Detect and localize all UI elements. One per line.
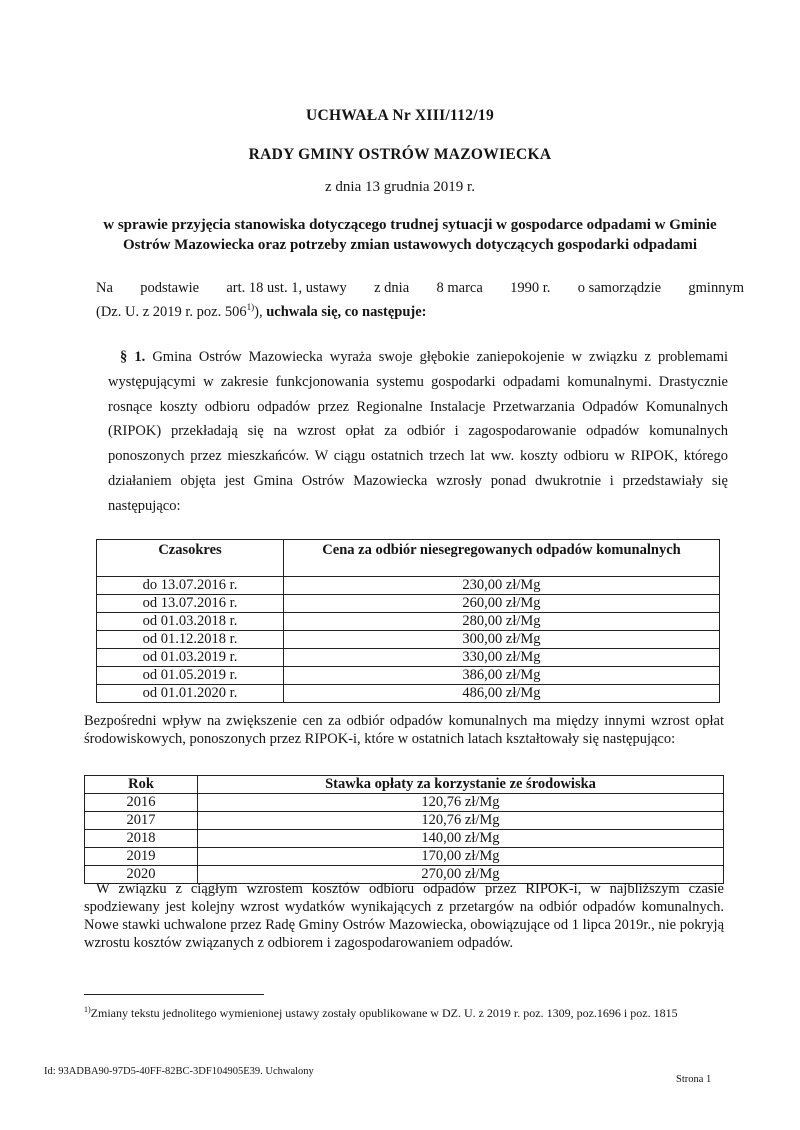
resolution-subject: w sprawie przyjęcia stanowiska dotyczącego trudnej sytuacji w gospodarce odpadami w Gminie Ostrów Mazowiecka oraz potrzeby zmian ustawowych dotyczących gospodarki odpadami (103, 217, 717, 253)
footnote (84, 1002, 724, 1021)
basis-word: Na (96, 280, 113, 296)
year-cell: 2017 (85, 812, 198, 830)
footnote-text: Zmiany tekstu jednolitego wymienionej ustawy zostały opublikowane w DZ. U. z 2019 r. poz. 1309, poz.1696 i poz. 1815 (90, 1006, 678, 1020)
table-row (85, 794, 724, 812)
footnote-marker: 1) (84, 1005, 91, 1014)
legal-basis-line1 (96, 280, 744, 297)
cost-growth-text: W związku z ciągłym wzrostem kosztów odbioru odpadów przez RIPOK-i, w najbliższym czasie spodziewany jest kolejny wzrost wydatków wynikających z przetargów na odbiór odpadów komunalnych. Nowe stawki uchwalone przez Radę Gminy Ostrów Mazowiecka, obowiązujące od 1 lipca 2019r., nie pokryją wzrostu kosztów związanych z odbiorem i zagospodarowaniem odpadów. (84, 881, 724, 951)
environmental-fees-paragraph: Bezpośredni wpływ na zwiększenie cen za odbiór odpadów komunalnych ma między innymi wzrost opłat środowiskowych, ponoszonych przez RIPOK-i, które w ostatnich latach kształtowały się następująco: (84, 713, 724, 747)
period-cell: od 01.05.2019 r. (97, 667, 284, 685)
basis-word: gminnym (688, 280, 744, 296)
table-header-fee: Stawka opłaty za korzystanie ze środowiska (198, 776, 724, 794)
year-cell: 2018 (85, 830, 198, 848)
period-cell: od 01.01.2020 r. (97, 685, 284, 703)
fee-cell: 170,00 zł/Mg (198, 848, 724, 866)
table-header-period: Czasokres (97, 540, 284, 577)
legal-basis-line2 (96, 302, 744, 321)
section-marker: § 1. (120, 349, 146, 365)
period-cell: od 01.03.2018 r. (97, 613, 284, 631)
resolution-number: UCHWAŁA Nr XIII/112/19 (305, 107, 495, 124)
table-row (85, 848, 724, 866)
year-cell: 2019 (85, 848, 198, 866)
price-cell: 280,00 zł/Mg (284, 613, 720, 631)
period-cell: od 01.12.2018 r. (97, 631, 284, 649)
fee-cell: 120,76 zł/Mg (198, 794, 724, 812)
year-cell: 2020 (85, 866, 198, 884)
price-cell: 486,00 zł/Mg (284, 685, 720, 703)
price-cell: 260,00 zł/Mg (284, 595, 720, 613)
page-number: Strona 1 (676, 1074, 712, 1085)
basis-word: 8 marca (436, 280, 483, 296)
basis-word: podstawie (140, 280, 200, 296)
section-1-paragraph (108, 345, 728, 519)
document-id: Id: 93ADBA90-97D5-40FF-82BC-3DF104905E39. Uchwalony (44, 1066, 314, 1077)
footnote-separator (84, 994, 264, 995)
environmental-fee-table (84, 775, 724, 884)
enacting-clause: uchwala się, co następuje: (266, 303, 427, 320)
basis-word: art. 18 ust. 1, ustawy (226, 280, 347, 296)
table-row (97, 631, 720, 649)
year-cell: 2016 (85, 794, 198, 812)
table-row (97, 667, 720, 685)
fee-cell: 120,76 zł/Mg (198, 812, 724, 830)
basis-citation: (Dz. U. z 2019 r. poz. 506 (96, 303, 247, 320)
table-row (97, 595, 720, 613)
section-1-text: Gmina Ostrów Mazowiecka wyraża swoje głębokie zaniepokojenie w związku z problemami występującymi w zakresie funkcjonowania systemu gospodarki odpadami komunalnymi. Drastycznie rosnące koszty odbioru odpadów przez Regionalne Instalacje Przetwarzania Odpadów Komunalnych (RIPOK) przekładają się na wzrost opłat za odbiór i zagospodarowanie odpadów komunalnych ponoszonych przez mieszkańców. W ciągu ostatnich trzech lat ww. koszty odbioru w RIPOK, którego działaniem objęta jest Gmina Ostrów Mazowiecka wzrosły ponad dwukrotnie i przedstawiały się następująco: (108, 349, 729, 514)
price-cell: 386,00 zł/Mg (284, 667, 720, 685)
basis-word: o samorządzie (577, 280, 662, 296)
footnote-reference: 1) (246, 302, 255, 312)
price-cell: 230,00 zł/Mg (284, 577, 720, 595)
price-cell: 330,00 zł/Mg (284, 649, 720, 667)
table-row (85, 830, 724, 848)
resolution-date: z dnia 13 grudnia 2019 r. (325, 179, 475, 195)
cost-growth-paragraph (84, 880, 724, 952)
price-cell: 300,00 zł/Mg (284, 631, 720, 649)
table-row (97, 613, 720, 631)
table-header-price: Cena za odbiór niesegregowanych odpadów komunalnych (284, 540, 720, 577)
basis-word: 1990 r. (510, 280, 551, 296)
basis-citation-close: ), (254, 303, 267, 320)
period-cell: od 13.07.2016 r. (97, 595, 284, 613)
council-name: RADY GMINY OSTRÓW MAZOWIECKA (248, 146, 552, 163)
fee-cell: 270,00 zł/Mg (198, 866, 724, 884)
table-header-row (97, 540, 720, 577)
table-header-year: Rok (85, 776, 198, 794)
table-row (97, 577, 720, 595)
ripok-price-table (96, 539, 720, 703)
table-row (85, 812, 724, 830)
basis-word: z dnia (374, 280, 410, 296)
table-row (97, 649, 720, 667)
period-cell: do 13.07.2016 r. (97, 577, 284, 595)
period-cell: od 01.03.2019 r. (97, 649, 284, 667)
table-row (97, 685, 720, 703)
fee-cell: 140,00 zł/Mg (198, 830, 724, 848)
table-header-row (85, 776, 724, 794)
